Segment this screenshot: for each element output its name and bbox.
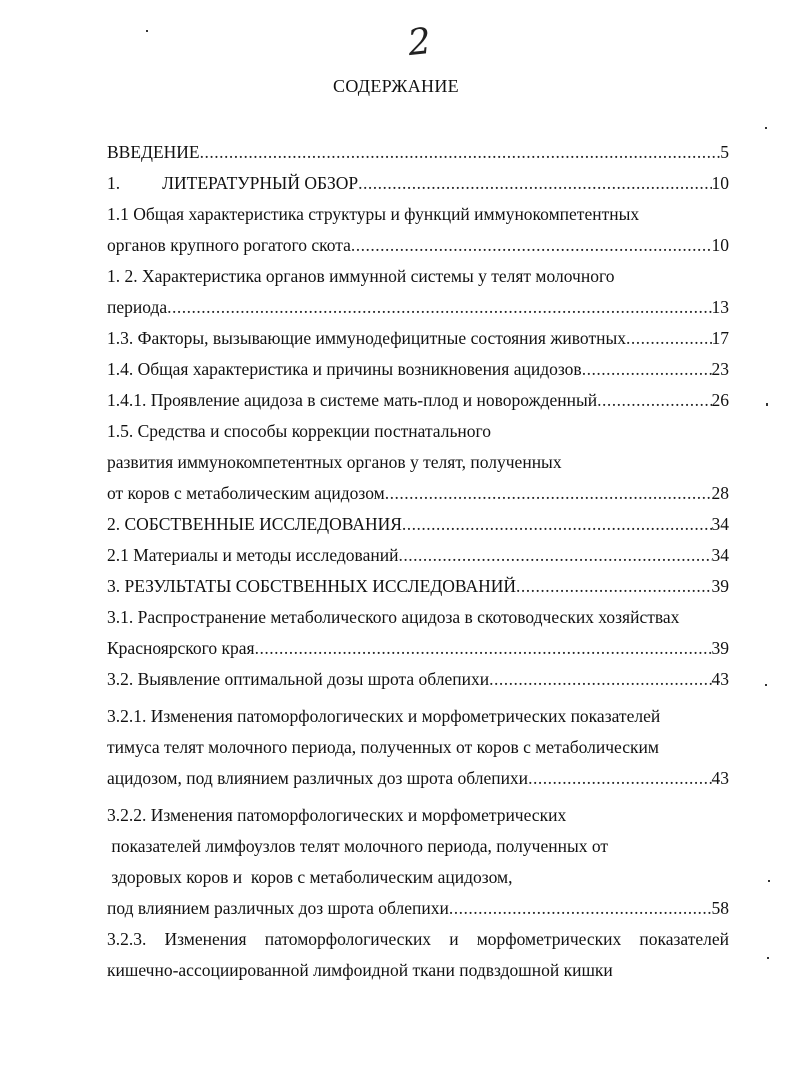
- toc-entry: ацидозом, под влиянием различных доз шрота облепихи ..... 43: [107, 763, 729, 794]
- toc-entry: 1. ЛИТЕРАТУРНЫЙ ОБЗОР ..... 10: [107, 168, 729, 199]
- toc-entry: 3.2. Выявление оптимальной дозы шрота облепихи ..... 43: [107, 664, 729, 695]
- toc-entry: 1.4. Общая характеристика и причины возникновения ацидозов ..... 23: [107, 354, 729, 385]
- toc-entry-line: показателей лимфоузлов телят молочного периода, полученных от: [107, 836, 609, 856]
- table-of-contents: [107, 137, 729, 986]
- scan-speck: [765, 684, 767, 686]
- toc-entry-line: кишечно-ассоциированной лимфоидной ткани подвздошной кишки: [107, 960, 613, 980]
- scan-speck: [146, 30, 148, 32]
- toc-entry: 1.4.1. Проявление ацидоза в системе мать-плод и новорожденный ..... 26: [107, 385, 729, 416]
- toc-entry: органов крупного рогатого скота ..... 10: [107, 230, 729, 261]
- toc-entry-line: тимуса телят молочного периода, полученных от коров с метаболическим: [107, 737, 659, 757]
- scan-speck: [768, 880, 770, 882]
- toc-entry: Красноярского края ..... 39: [107, 633, 729, 664]
- toc-entry-line: развития иммунокомпетентных органов у телят, полученных: [107, 452, 562, 472]
- toc-entry: 3. РЕЗУЛЬТАТЫ СОБСТВЕННЫХ ИССЛЕДОВАНИЙ ..... 39: [107, 571, 729, 602]
- toc-entry: от коров с метаболическим ацидозом ..... 28: [107, 478, 729, 509]
- scan-speck: [767, 957, 769, 959]
- toc-entry-line: 1.1 Общая характеристика структуры и функций иммунокомпетентных: [107, 204, 640, 224]
- toc-entry-line: 3.2.2. Изменения патоморфологических и морфометрических: [107, 805, 567, 825]
- toc-entry-line: 3.2.1. Изменения патоморфологических и морфометрических показателей: [107, 706, 661, 726]
- toc-entry: 2.1 Материалы и методы исследований ..... 34: [107, 540, 729, 571]
- toc-entry-line: 1. 2. Характеристика органов иммунной системы у телят молочного: [107, 266, 615, 286]
- toc-entry: ВВЕДЕНИЕ ..... 5: [107, 137, 729, 168]
- toc-entry-line: 3.2.3. Изменения патоморфологических и морфометрических показателей: [107, 929, 729, 949]
- toc-entry-line: 1.5. Средства и способы коррекции постнатального: [107, 421, 492, 441]
- page-title: СОДЕРЖАНИЕ: [333, 76, 459, 96]
- handwritten-page-number: 2: [405, 20, 433, 65]
- scan-speck: [765, 127, 767, 129]
- toc-entry: 2. СОБСТВЕННЫЕ ИССЛЕДОВАНИЯ ..... 34: [107, 509, 729, 540]
- toc-entry-line: 3.1. Распространение метаболического ацидоза в скотоводческих хозяйствах: [107, 607, 680, 627]
- scan-speck: [766, 403, 768, 406]
- toc-entry-line: здоровых коров и коров с метаболическим ацидозом,: [107, 867, 513, 887]
- toc-entry: 1.3. Факторы, вызывающие иммунодефицитные состояния животных ..... 17: [107, 323, 729, 354]
- toc-entry: периода ..... 13: [107, 292, 729, 323]
- toc-entry: под влиянием различных доз шрота облепихи ..... 58: [107, 893, 729, 924]
